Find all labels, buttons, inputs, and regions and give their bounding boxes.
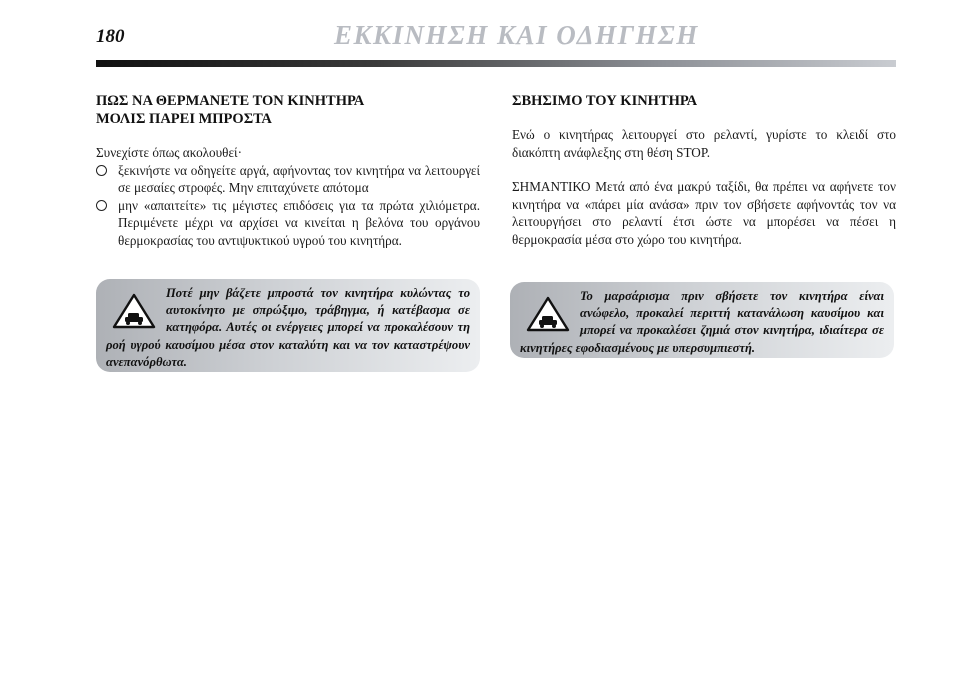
heading-line-1: ΠΩΣ ΝΑ ΘΕΡΜΑΝΕΤΕ ΤΟΝ ΚΙΝΗΤΗΡΑ	[96, 93, 365, 109]
list-item	[96, 197, 480, 250]
circle-bullet-icon	[96, 200, 107, 211]
heading-line-2: ΜΟΛΙΣ ΠΑΡΕΙ ΜΠΡΟΣΤΑ	[96, 111, 272, 127]
right-column	[512, 92, 896, 248]
warning-text: Το μαρσάρισμα πριν σβήσετε τον κινητήρα είναι ανώφελο, προκαλεί περιττή κατανάλωση καυσίμου και μπορεί να προκαλέσει ζημιά στον κινητήρα, ιδιαίτερα σε κινητήρες εφοδιασμένους με υπερσυμπιεστή.	[520, 289, 884, 355]
left-column	[96, 92, 480, 249]
warning-triangle-icon	[112, 293, 156, 329]
list-item	[96, 162, 480, 197]
intro-text: Συνεχίστε όπως ακολουθεί·	[96, 145, 242, 160]
page-number: 180	[96, 26, 125, 47]
warning-text: Ποτέ μην βάζετε μπροστά τον κινητήρα κυλώντας το αυτοκίνητο με σπρώξιμο, τράβηγμα, ή κατέβασμα σε κατηφόρα. Αυτές οι ενέργειες μπορεί να προκαλέσουν τη ροή υγρού καυσίμου μέσα στον καταλύτη και να τον καταστρέψουν ανεπανόρθωτα.	[106, 286, 470, 369]
list-item-text: μην «απαιτείτε» τις μέγιστες επιδόσεις για τα πρώτα χιλιόμετρα. Περιμένετε μέχρι να αρχίσει να κινείται η βελόνα του οργάνου θερμοκρασίας του αντιψυκτικού υγρού του κινητήρα.	[118, 197, 480, 248]
chapter-title: ΕΚΚΙΝΗΣΗ ΚΑΙ ΟΔΗΓΗΣΗ	[334, 20, 699, 50]
bullet-list	[96, 162, 480, 250]
list-item-text: ξεκινήστε να οδηγείτε αργά, αφήνοντας τον κινητήρα να λειτουργεί σε μεσαίες στροφές. Μην επιταχύνετε απότομα	[118, 162, 480, 195]
warning-box-push-start	[96, 279, 480, 372]
engine-off-paragraph: Ενώ ο κινητήρας λειτουργεί στο ρελαντί, γυρίστε το κλειδί στο διακόπτη ανάφλεξης στη θέση STOP.	[512, 127, 896, 160]
warning-triangle-icon	[526, 296, 570, 332]
warning-box-revving	[510, 282, 894, 358]
section-heading-warm-up	[96, 92, 480, 128]
section-heading-engine-off: ΣΒΗΣΙΜΟ ΤΟΥ ΚΙΝΗΤΗΡΑ	[512, 93, 698, 109]
circle-bullet-icon	[96, 165, 107, 176]
header-rule	[96, 60, 896, 67]
important-note-paragraph: ΣΗΜΑΝΤΙΚΟ Μετά από ένα μακρύ ταξίδι, θα πρέπει να αφήνετε τον κινητήρα να «πάρει μία ανάσα» πριν τον σβήσετε αφήνοντάς τον να λειτουργήσει στο ρελαντί έτσι ώστε να μπορέσει να πέσει η θερμοκρασία μέσα στο χώρο του κινητήρα.	[512, 179, 896, 247]
